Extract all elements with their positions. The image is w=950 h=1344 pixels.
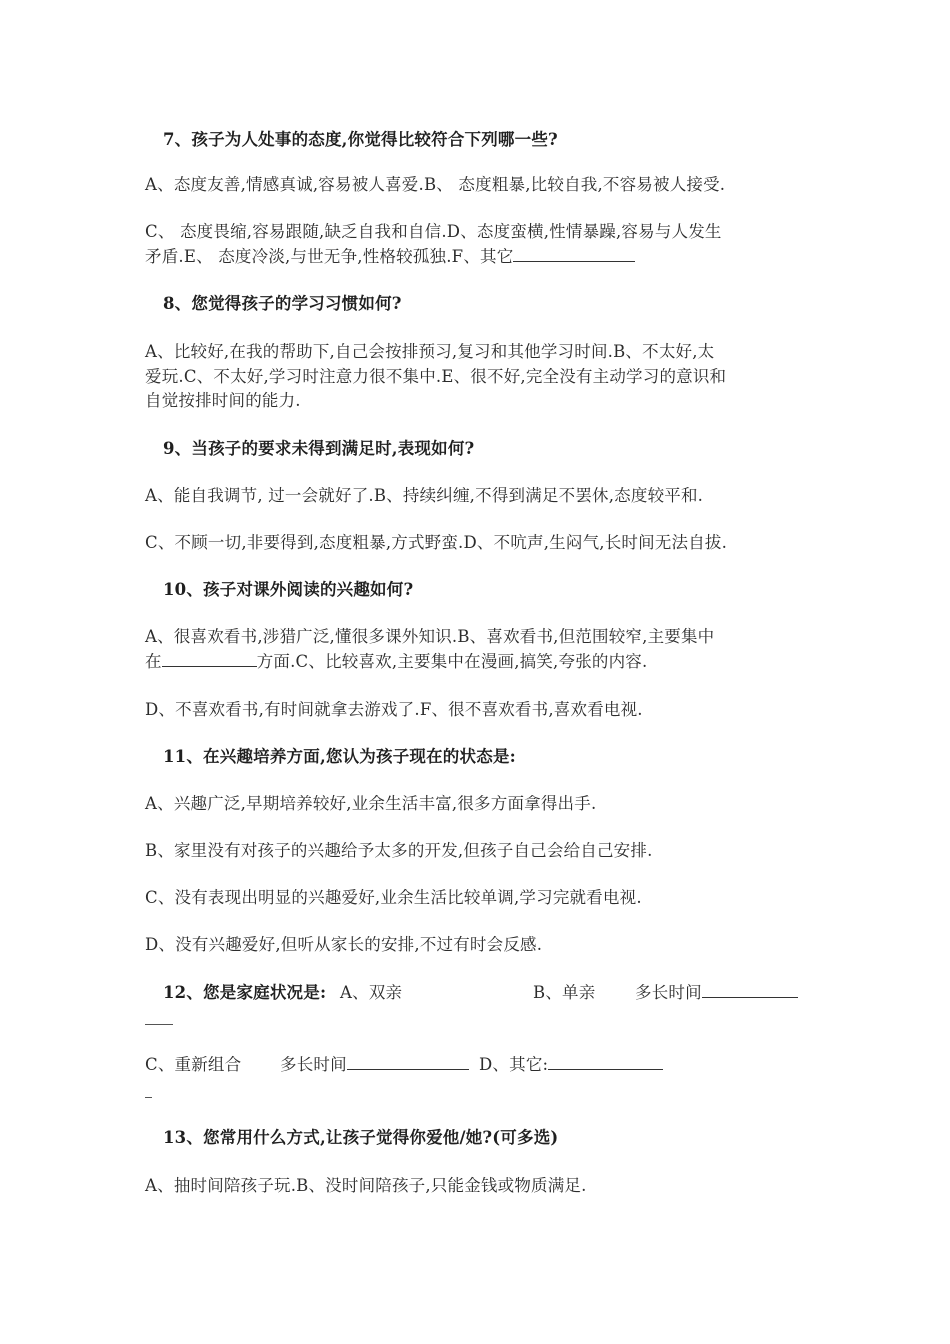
question-12-blank-continuation-2 [145,1097,152,1098]
question-7-other-blank[interactable] [513,246,635,262]
question-11-option-a: A、兴趣广泛,早期培养较好,业余生活丰富,很多方面拿得出手. [145,794,597,813]
question-12-title: 12、您是家庭状况是: [163,983,327,1002]
question-12-duration-label-1: 多长时间 [635,983,702,1002]
question-13-title: 13、您常用什么方式,让孩子觉得你爱他/她?(可多选) [163,1128,559,1147]
question-7-options-line-3 [145,245,820,269]
question-11-option-b: B、家里没有对孩子的兴趣给予太多的开发,但孩子自己会给自己安排. [145,841,653,860]
question-10-options-line-3: D、不喜欢看书,有时间就拿去游戏了.F、很不喜欢看书,喜欢看电视. [145,700,643,719]
question-9-title: 9、当孩子的要求未得到满足时,表现如何? [163,439,475,458]
question-10-text-after-blank: 方面.C、比较喜欢,主要集中在漫画,搞笑,夸张的内容. [256,652,648,671]
question-11-option-d: D、没有兴趣爱好,但听从家长的安排,不过有时会反感. [145,935,543,954]
question-12-duration-blank-1[interactable] [702,982,798,998]
question-12-option-a: A、双亲 [340,983,403,1002]
question-12-blank-continuation-1 [145,1024,173,1025]
question-8-options-line-2: 爱玩.C、不太好,学习时注意力很不集中.E、很不好,完全没有主动学习的意识和 [145,367,727,386]
question-12-duration-blank-2[interactable] [347,1054,469,1070]
question-11-option-c: C、没有表现出明显的兴趣爱好,业余生活比较单调,学习完就看电视. [145,888,642,907]
question-8-options-line-1: A、比较好,在我的帮助下,自己会按排预习,复习和其他学习时间.B、不太好,太 [145,342,715,361]
question-8-options-line-3: 自觉按排时间的能力. [145,391,301,410]
question-10-title: 10、孩子对课外阅读的兴趣如何? [163,580,414,599]
question-12-duration-label-2: 多长时间 [280,1055,347,1074]
question-10-options-line-1: A、很喜欢看书,涉猎广泛,懂很多课外知识.B、喜欢看书,但范围较窄,主要集中 [145,627,715,646]
question-9-options-line-1: A、能自我调节, 过一会就好了.B、持续纠缠,不得到满足不罢休,态度较平和. [145,486,704,505]
question-10-text-before-blank: 在 [145,652,162,671]
question-13-options-line-1: A、抽时间陪孩子玩.B、没时间陪孩子,只能金钱或物质满足. [145,1176,587,1195]
question-10-reading-topic-blank[interactable] [162,651,257,667]
question-12-other-blank[interactable] [548,1054,663,1070]
question-12-duration-row-2 [280,1053,480,1077]
question-12-option-d: D、其它: [479,1055,549,1074]
question-7-options-line-1: A、态度友善,情感真诚,容易被人喜爱.B、 态度粗暴,比较自我,不容易被人接受. [145,175,726,194]
question-10-options-line-2 [145,650,820,674]
question-11-title: 11、在兴趣培养方面,您认为孩子现在的状态是: [163,747,516,766]
question-7-options-text: 矛盾.E、 态度冷淡,与世无争,性格较孤独.F、其它 [145,247,514,266]
question-12-option-c: C、重新组合 [145,1055,242,1074]
question-12-option-d-row [479,1053,689,1077]
question-8-title: 8、您觉得孩子的学习习惯如何? [163,294,402,313]
question-12-option-b: B、单亲 [533,983,596,1002]
question-9-options-line-2: C、不顾一切,非要得到,态度粗暴,方式野蛮.D、不吭声,生闷气,长时间无法自拔. [145,533,728,552]
question-7-options-line-2: C、 态度畏缩,容易跟随,缺乏自我和自信.D、态度蛮横,性情暴躁,容易与人发生 [145,222,722,241]
question-7-title: 7、孩子为人处事的态度,你觉得比较符合下列哪一些? [163,130,558,149]
question-12-duration-row-1 [635,981,825,1005]
